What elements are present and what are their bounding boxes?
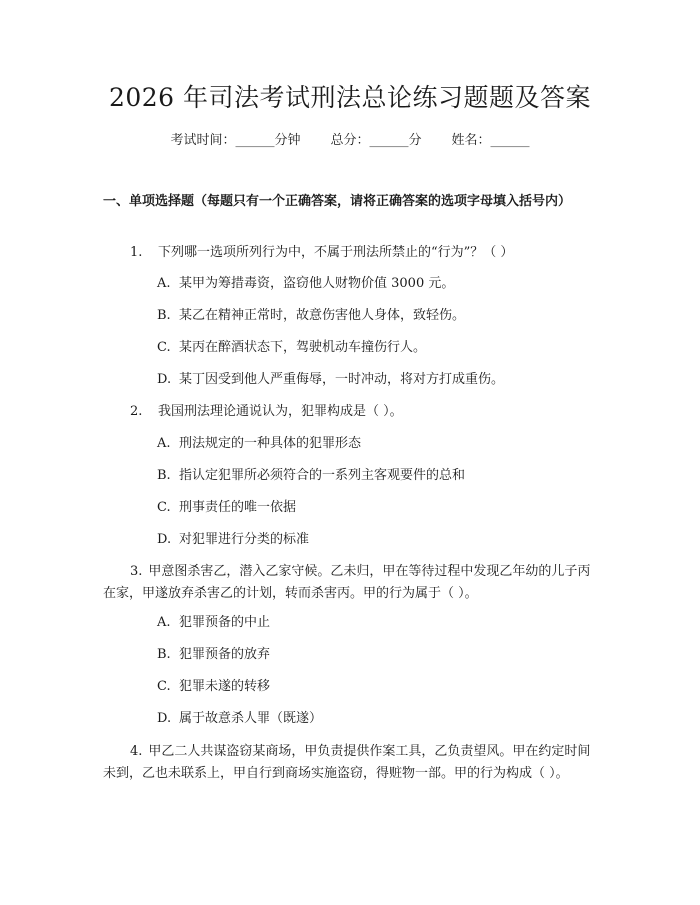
option-letter: B.: [157, 647, 171, 662]
question-1-option-c: [157, 338, 607, 358]
option-letter: D.: [157, 711, 172, 726]
option-letter: C.: [157, 500, 171, 515]
option-letter: B.: [157, 308, 171, 323]
question-2-option-d: [157, 530, 607, 550]
option-letter: A.: [157, 436, 171, 451]
option-letter: A.: [157, 276, 171, 291]
question-2-option-b: [157, 466, 607, 486]
option-letter: B.: [157, 468, 171, 483]
question-number: 4.: [130, 744, 143, 759]
question-2: [130, 402, 605, 422]
question-3-option-a: [157, 613, 607, 633]
option-letter: C.: [157, 340, 171, 355]
question-text: 下列哪一选项所列行为中，不属于刑法所禁止的“行为”？（ ）: [158, 245, 514, 260]
option-text: 属于故意杀人罪（既遂）: [179, 711, 323, 726]
option-letter: C.: [157, 679, 171, 694]
option-text: 刑事责任的唯一依据: [179, 500, 297, 515]
question-1-option-a: [157, 274, 607, 294]
question-4: [103, 741, 603, 785]
question-3-option-c: [157, 677, 607, 697]
option-text: 对犯罪进行分类的标准: [179, 532, 310, 547]
question-2-option-a: [157, 434, 607, 454]
option-text: 某丁因受到他人严重侮辱，一时冲动，将对方打成重伤。: [179, 372, 505, 387]
option-text: 犯罪预备的中止: [179, 615, 271, 630]
question-text: 甲乙二人共谋盗窃某商场，甲负责提供作案工具，乙负责望风。甲在约定时间未到，乙也未联系上，甲自行到商场实施盗窃，得赃物一部。甲的行为构成（ ）。: [103, 744, 591, 781]
exam-meta-line: [0, 131, 700, 151]
option-text: 某甲为筹措毒资，盗窃他人财物价值 3000 元。: [179, 276, 455, 291]
question-1-option-b: [157, 306, 607, 326]
question-text: 甲意图杀害乙，潜入乙家守候。乙未归，甲在等待过程中发现乙年幼的儿子丙在家，甲遂放弃杀害乙的计划，转而杀害丙。甲的行为属于（ ）。: [103, 564, 591, 601]
option-letter: D.: [157, 532, 172, 547]
question-1-option-d: [157, 370, 607, 390]
option-text: 某丙在醉酒状态下，驾驶机动车撞伤行人。: [179, 340, 427, 355]
question-text: 我国刑法理论通说认为，犯罪构成是（ ）。: [158, 404, 403, 419]
question-3-option-b: [157, 645, 607, 665]
name-field: 姓名：______: [451, 133, 530, 148]
question-2-option-c: [157, 498, 607, 518]
option-letter: D.: [157, 372, 172, 387]
question-3-option-d: [157, 709, 607, 729]
option-text: 犯罪未遂的转移: [179, 679, 271, 694]
question-number: 1.: [130, 245, 143, 260]
exam-time-field: 考试时间：______分钟: [170, 133, 301, 148]
question-1: [130, 243, 605, 263]
question-number: 3.: [130, 564, 143, 579]
option-text: 犯罪预备的放弃: [179, 647, 271, 662]
option-letter: A.: [157, 615, 171, 630]
total-score-field: 总分：______分: [330, 133, 422, 148]
question-number: 2.: [130, 404, 143, 419]
document-title: 2026 年司法考试刑法总论练习题题及答案: [108, 83, 592, 112]
option-text: 指认定犯罪所必须符合的一系列主客观要件的总和: [179, 468, 466, 483]
option-text: 某乙在精神正常时，故意伤害他人身体，致轻伤。: [179, 308, 466, 323]
option-text: 刑法规定的一种具体的犯罪形态: [179, 436, 362, 451]
question-3: [103, 561, 603, 605]
section-heading: 一、单项选择题（每题只有一个正确答案，请将正确答案的选项字母填入括号内）: [103, 194, 572, 209]
